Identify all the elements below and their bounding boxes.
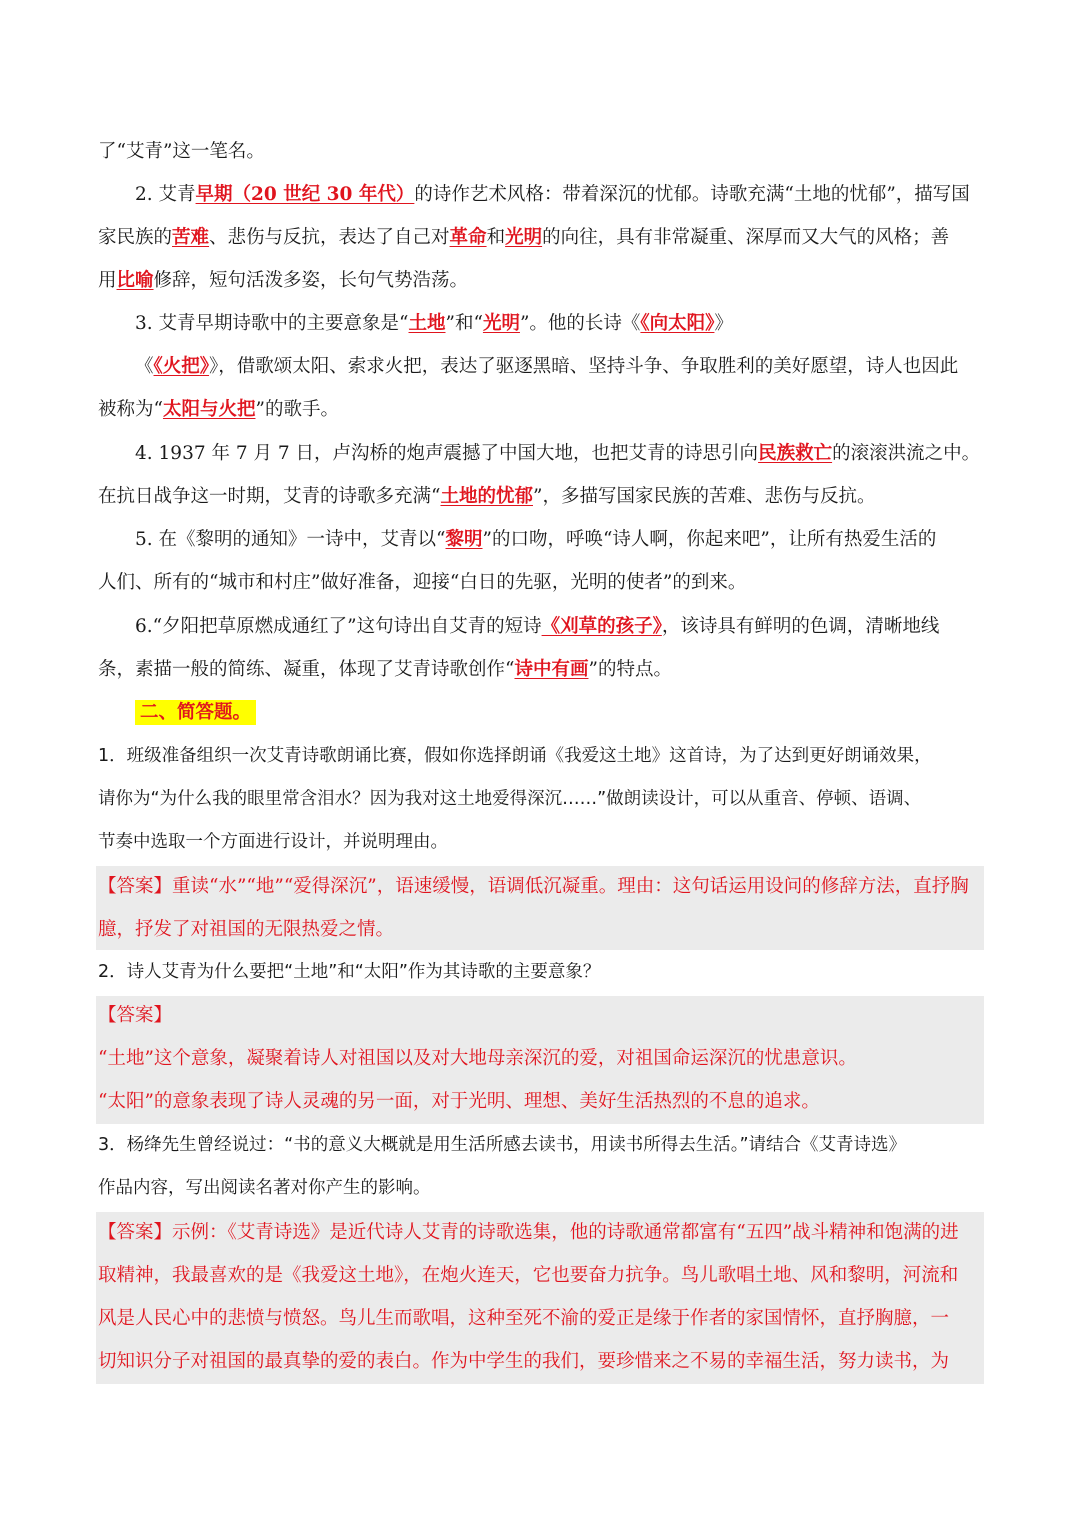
item-2-line-3: 用比喻修辞，短句活泼多姿，长句气势浩荡。 [98,270,469,291]
question-3-line-2: 作品内容，写出阅读名著对你产生的影响。 [98,1178,431,1198]
answer-keyword: 太阳与火把 [162,399,256,420]
answer-3-line-2: 取精神，我最喜欢的是《我爱这土地》，在炮火连天，它也要奋力抗争。鸟儿歌唱土地、风和黎明，河流和 [98,1265,959,1286]
question-1-line-3: 节奏中选取一个方面进行设计，并说明理由。 [98,832,448,852]
item-6-line-2: 条，素描一般的简练、凝重，体现了艾青诗歌创作“诗中有画”的特点。 [98,659,672,680]
answer-keyword: 土地的忧郁 [440,486,533,507]
item-3-line-3: 被称为“太阳与火把”的歌手。 [98,399,339,420]
item-3-line-1: 3. 艾青早期诗歌中的主要意象是“土地”和“光明”。他的长诗《《向太阳》》 [135,313,733,334]
answer-3-line-1: 【答案】示例：《艾青诗选》是近代诗人艾青的诗歌选集，他的诗歌通常都富有“五四”战斗精神和饱满的进 [98,1222,959,1243]
answer-1-line-2: 臆，抒发了对祖国的无限热爱之情。 [98,919,395,940]
answer-3-line-4: 切知识分子对祖国的最真挚的爱的表白。作为中学生的我们，要珍惜来之不易的幸福生活，努力读书，为 [98,1351,950,1372]
question-2-line-1: 2．诗人艾青为什么要把“土地”和“太阳”作为其诗歌的主要意象？ [98,962,601,982]
item-2-line-1: 2. 艾青早期（20 世纪 30 年代）的诗作艺术风格：带着深沉的忧郁。诗歌充满“土地的忧郁”，描写国 [135,184,970,205]
answer-keyword: 革命 [449,227,487,248]
answer-2-line-1: “土地”这个意象，凝聚着诗人对祖国以及对大地母亲深沉的爱，对祖国命运深沉的忧患意识。 [98,1048,857,1069]
paragraph-line: 了“艾青”这一笔名。 [98,141,265,162]
item-6-line-1: 6.“夕阳把草原燃成通红了”这句诗出自艾青的短诗《刈草的孩子》，该诗具有鲜明的色调，清晰地线 [135,616,940,637]
answer-keyword: 光明 [505,227,543,248]
answer-keyword: 光明 [482,313,520,334]
answer-keyword: 土地 [408,313,446,334]
answer-keyword: 《向太阳》 [640,313,715,334]
answer-keyword: 苦难 [172,227,210,248]
answer-keyword: 民族救亡 [758,443,833,464]
item-3-line-2: 《《火把》》，借歌颂太阳、索求火把，表达了驱逐黑暗、坚持斗争、争取胜利的美好愿望，诗人也因此 [135,356,959,377]
question-1-line-1: 1．班级准备组织一次艾青诗歌朗诵比赛，假如你选择朗诵《我爱这土地》这首诗，为了达到更好朗诵效果， [98,746,932,766]
question-3-line-1: 3．杨绛先生曾经说过：“书的意义大概就是用生活所感去读书，用读书所得去生活。”请结合《艾青诗选》 [98,1135,907,1155]
answer-keyword: 比喻 [116,270,154,291]
answer-2-label: 【答案】 [98,1005,173,1026]
answer-keyword: 《刈草的孩子》 [541,616,662,637]
answer-2-line-2: “太阳”的意象表现了诗人灵魂的另一面，对于光明、理想、美好生活热烈的不息的追求。 [98,1091,820,1112]
item-2-line-2: 家民族的苦难、悲伤与反抗，表达了自己对革命和光明的向往，具有非常凝重、深厚而又大气的风格；善 [98,227,950,248]
item-5-line-2: 人们、所有的“城市和村庄”做好准备，迎接“白日的先驱，光明的使者”的到来。 [98,572,747,593]
question-1-line-2: 请你为“为什么我的眼里常含泪水？因为我对这土地爱得深沉……”做朗读设计，可以从重音、停顿、语调、 [98,789,922,809]
answer-1-line-1: 【答案】重读“水”“地”“爱得深沉”，语速缓慢，语调低沉凝重。理由：这句话运用设问的修辞方法，直抒胸 [98,876,969,897]
item-4-line-1: 4. 1937 年 7 月 7 日，卢沟桥的炮声震撼了中国大地，也把艾青的诗思引向民族救亡的滚滚洪流之中。 [135,443,981,464]
item-4-line-2: 在抗日战争这一时期，艾青的诗歌多充满“土地的忧郁”，多描写国家民族的苦难、悲伤与反抗。 [98,486,876,507]
answer-keyword: 《火把》 [153,356,210,377]
answer-keyword: 早期（20 世纪 30 年代） [195,184,415,205]
answer-3-line-3: 风是人民心中的悲愤与愤怒。鸟儿生而歌唱，这种至死不渝的爱正是缘于作者的家国情怀，直抒胸臆，一 [98,1308,950,1329]
item-5-line-1: 5. 在《黎明的通知》一诗中，艾青以“黎明”的口吻，呼唤“诗人啊，你起来吧”，让所有热爱生活的 [135,529,937,550]
answer-keyword: 诗中有画 [514,659,589,680]
section-heading: 二、简答题。 [135,691,984,734]
answer-keyword: 黎明 [445,529,483,550]
